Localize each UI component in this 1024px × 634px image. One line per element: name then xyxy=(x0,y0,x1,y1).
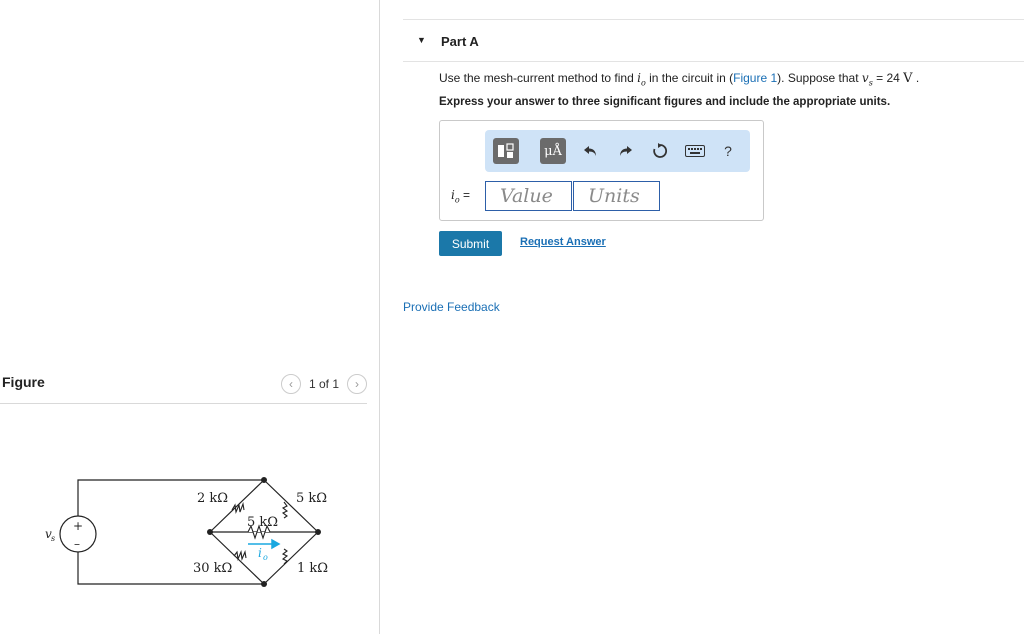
vs-value: = 24 xyxy=(872,71,904,85)
var-vs: $v_s$ xyxy=(861,71,873,88)
source-plus: + xyxy=(73,519,84,533)
resistor-top-right xyxy=(283,502,287,518)
caret-down-icon[interactable]: ▼ xyxy=(417,35,426,45)
value-input[interactable]: Value xyxy=(485,181,572,211)
resistor-bottom-left xyxy=(234,552,246,559)
source-minus: – xyxy=(74,537,80,551)
redo-icon[interactable] xyxy=(612,138,638,164)
submit-button[interactable]: Submit xyxy=(439,231,502,256)
figure-panel xyxy=(0,0,380,634)
label-r-bottom-left: 30 kΩ xyxy=(193,561,233,576)
node-top xyxy=(261,477,267,483)
keyboard-icon[interactable] xyxy=(682,138,708,164)
question-text xyxy=(439,71,919,87)
source-label-sub: s xyxy=(51,534,56,543)
answer-box xyxy=(439,120,764,221)
figure-pager xyxy=(281,374,367,394)
templates-icon[interactable] xyxy=(493,138,519,164)
units-input[interactable]: Units xyxy=(573,181,660,211)
math-toolbar xyxy=(485,130,750,172)
instruction-text: Express your answer to three significant figures and include the appropriate units. xyxy=(439,96,891,108)
pager-text: 1 of 1 xyxy=(308,377,339,391)
node-right xyxy=(315,529,321,535)
node-bottom xyxy=(261,581,267,587)
undo-icon[interactable] xyxy=(578,138,604,164)
request-answer-link[interactable]: Request Answer xyxy=(520,236,606,248)
part-header[interactable] xyxy=(403,19,1024,62)
figure-header xyxy=(0,370,367,404)
figure-link[interactable]: Figure 1 xyxy=(733,71,778,85)
current-label-sub: o xyxy=(263,553,268,562)
question-mid: in the circuit in ( xyxy=(645,71,734,85)
current-label: i xyxy=(258,546,262,560)
help-icon[interactable]: ? xyxy=(724,143,732,159)
resistor-bottom-right xyxy=(283,549,287,564)
units-button[interactable]: μÅ xyxy=(540,138,566,164)
part-title: Part A xyxy=(441,34,479,49)
var-io: $i_o$ xyxy=(637,71,646,88)
label-r-top-left: 2 kΩ xyxy=(197,491,229,506)
answer-label: $i_o$ = xyxy=(451,188,471,205)
label-r-top-right: 5 kΩ xyxy=(296,491,328,506)
source-label: v xyxy=(45,527,52,541)
figure-title: Figure xyxy=(2,374,45,390)
label-r-bottom-right: 1 kΩ xyxy=(297,561,329,576)
circuit-diagram xyxy=(0,460,360,600)
wire-left-lower xyxy=(210,532,264,584)
current-arrow xyxy=(248,540,279,548)
vs-unit: V xyxy=(903,71,913,86)
provide-feedback-link[interactable]: Provide Feedback xyxy=(403,300,500,314)
node-left xyxy=(207,529,213,535)
reset-icon[interactable] xyxy=(647,138,673,164)
label-r-middle: 5 kΩ xyxy=(247,515,279,530)
question-mid2: ). Suppose that xyxy=(777,71,862,85)
question-period: . xyxy=(912,71,920,85)
chevron-right-icon[interactable]: › xyxy=(347,374,367,394)
question-prefix: Use the mesh-current method to find xyxy=(439,71,638,85)
chevron-left-icon[interactable]: ‹ xyxy=(281,374,301,394)
